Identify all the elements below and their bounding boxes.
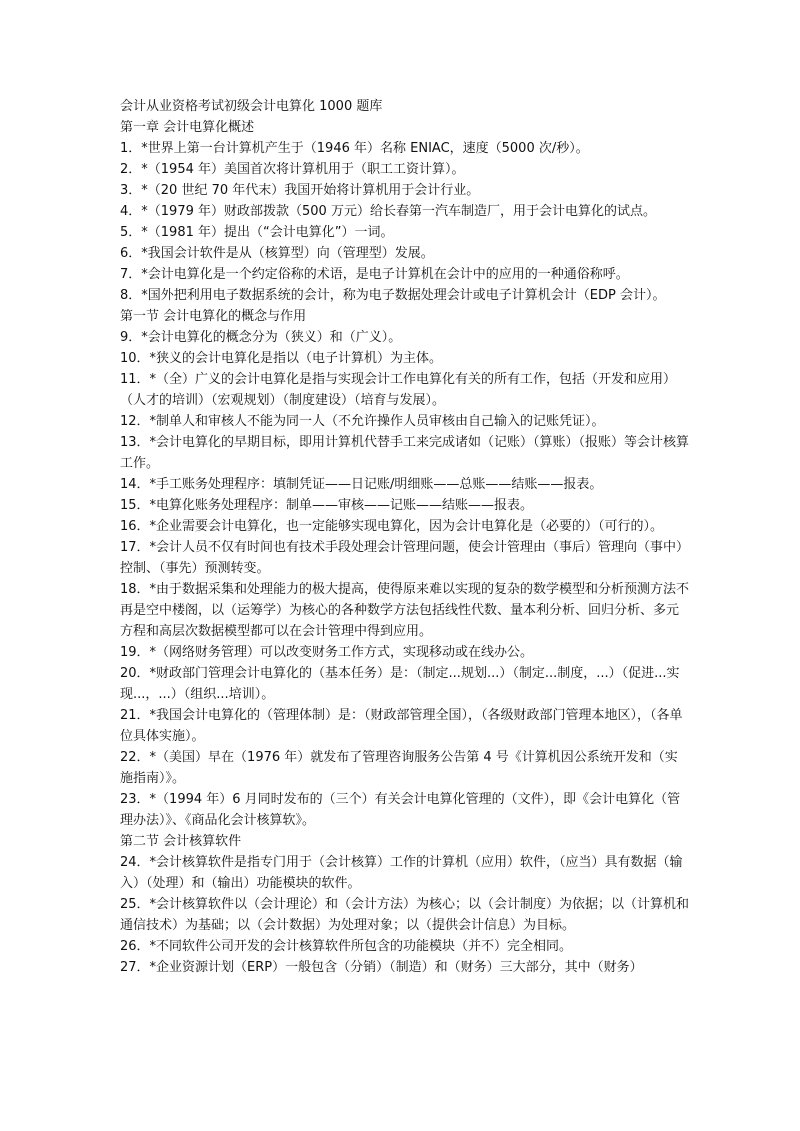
question-text: *会计核算软件以（会计理论）和（会计方法）为核心；以（会计制度）为依据；以（计算机和通信技术）为基础；以（会计数据）为处理对象；以（提供会计信息）为目标。: [120, 897, 690, 933]
question-text: *（1994 年）6 月同时发布的（三个）有关会计电算化管理的（文件），即《会计电算化（管理办法）》、《商品化会计核算软》。: [120, 792, 681, 828]
question-text: *会计核算软件是指专门用于（会计核算）工作的计算机（应用）软件，（应当）具有数据（输入）（处理）和（输出）功能模块的软件。: [120, 855, 683, 891]
section-heading-2: 第二节 会计核算软件: [120, 834, 242, 849]
question-number: 26．: [120, 939, 150, 954]
question-number: 24．: [120, 855, 150, 870]
question-item: [120, 894, 690, 936]
question-text: *财政部门管理会计电算化的（基本任务）是：（制定...规划...）（制定...制度，...）（促进...实现...，...）（组织...培训）。: [120, 666, 680, 702]
question-number: 22．: [120, 750, 150, 765]
question-item: [120, 285, 690, 306]
question-number: 3．: [120, 183, 142, 198]
question-item: [120, 369, 690, 411]
question-item: [120, 642, 690, 663]
question-number: 12．: [120, 414, 150, 429]
question-number: 14．: [120, 477, 150, 492]
question-number: 17．: [120, 540, 150, 555]
question-item: [120, 747, 690, 789]
question-text: *不同软件公司开发的会计核算软件所包含的功能模块（并不）完全相同。: [149, 939, 573, 954]
question-item: [120, 411, 690, 432]
question-list-chapter-intro: [120, 138, 690, 306]
question-item: [120, 663, 690, 705]
question-item: [120, 180, 690, 201]
chapter-heading: 第一章 会计电算化概述: [120, 120, 255, 135]
question-item: [120, 957, 690, 978]
question-item: [120, 579, 690, 642]
question-item: [120, 327, 690, 348]
question-text: *会计电算化的早期目标，即用计算机代替手工来完成诸如（记账）（算账）（报账）等会计核算工作。: [120, 435, 690, 471]
question-list-section-2: [120, 852, 690, 978]
question-number: 2．: [120, 162, 142, 177]
question-item: [120, 432, 690, 474]
question-number: 16．: [120, 519, 150, 534]
question-number: 8．: [120, 288, 142, 303]
question-number: 9．: [120, 330, 142, 345]
document-page: [120, 96, 690, 978]
question-text: *（1981 年）提出（“会计电算化”）一词。: [141, 225, 394, 240]
question-number: 20．: [120, 666, 150, 681]
question-number: 10．: [120, 351, 150, 366]
question-text: *会计人员不仅有时间也有技术手段处理会计管理问题，使会计管理由（事后）管理向（事中）控制、（事先）预测转变。: [120, 540, 690, 576]
question-text: *企业资源计划（ERP）一般包含（分销）（制造）和（财务）三大部分，其中（财务）: [149, 960, 643, 975]
question-number: 25．: [120, 897, 150, 912]
question-number: 18．: [120, 582, 150, 597]
question-item: [120, 264, 690, 285]
question-text: *手工账务处理程序：填制凭证——日记账/明细账——总账——结账——报表。: [149, 477, 603, 492]
question-item: [120, 495, 690, 516]
question-item: [120, 516, 690, 537]
question-text: *由于数据采集和处理能力的极大提高，使得原来难以实现的复杂的数学模型和分析预测方法不再是空中楼阁，以（运筹学）为核心的各种数学方法包括线性代数、量本利分析、回归分析、多元方程和高层次数据模型都可以在会计管理中得到应用。: [120, 582, 690, 639]
question-number: 19．: [120, 645, 150, 660]
question-number: 23．: [120, 792, 150, 807]
question-text: *我国会计软件是从（核算型）向（管理型）发展。: [141, 246, 434, 261]
question-item: [120, 201, 690, 222]
question-number: 21．: [120, 708, 150, 723]
question-text: *制单人和审核人不能为同一人（不允许操作人员审核由自己输入的记账凭证）。: [149, 414, 605, 429]
section-heading-1: 第一节 会计电算化的概念与作用: [120, 309, 307, 324]
question-item: [120, 705, 690, 747]
question-item: [120, 222, 690, 243]
question-number: 13．: [120, 435, 150, 450]
question-list-section-1: [120, 327, 690, 831]
question-text: *（全）广义的会计电算化是指与实现会计工作电算化有关的所有工作，包括（开发和应用）（人才的培训）（宏观规划）（制度建设）（培育与发展）。: [120, 372, 677, 408]
question-number: 1．: [120, 141, 142, 156]
question-text: *（20 世纪 70 年代末）我国开始将计算机用于会计行业。: [141, 183, 480, 198]
question-number: 15．: [120, 498, 150, 513]
question-item: [120, 474, 690, 495]
question-item: [120, 159, 690, 180]
question-number: 5．: [120, 225, 142, 240]
question-item: [120, 243, 690, 264]
question-text: *（美国）早在（1976 年）就发布了管理咨询服务公告第 4 号《计算机因公系统开发和（实施指南）》。: [120, 750, 678, 786]
question-item: [120, 852, 690, 894]
question-number: 6．: [120, 246, 142, 261]
question-item: [120, 537, 690, 579]
question-text: *狭义的会计电算化是指以（电子计算机）为主体。: [149, 351, 443, 366]
question-text: *（网络财务管理）可以改变财务工作方式，实现移动或在线办公。: [149, 645, 534, 660]
question-text: *会计电算化的概念分为（狭义）和（广义）。: [141, 330, 402, 345]
question-text: *企业需要会计电算化，也一定能够实现电算化，因为会计电算化是（必要的）（可行的）。: [149, 519, 664, 534]
question-text: *（1954 年）美国首次将计算机用于（职工工资计算）。: [141, 162, 465, 177]
question-number: 7．: [120, 267, 142, 282]
question-number: 27．: [120, 960, 150, 975]
question-item: [120, 348, 690, 369]
document-title: 会计从业资格考试初级会计电算化 1000 题库: [120, 99, 383, 114]
question-text: *（1979 年）财政部拨款（500 万元）给长春第一汽车制造厂，用于会计电算化的试点。: [141, 204, 656, 219]
question-item: [120, 789, 690, 831]
question-text: *我国会计电算化的（管理体制）是：（财政部管理全国），（各级财政部门管理本地区），（各单位具体实施）。: [120, 708, 683, 744]
question-text: *会计电算化是一个约定俗称的术语，是电子计算机在会计中的应用的一种通俗称呼。: [141, 267, 629, 282]
question-number: 4．: [120, 204, 142, 219]
question-text: *国外把利用电子数据系统的会计，称为电子数据处理会计或电子计算机会计（EDP 会计）。: [141, 288, 666, 303]
question-text: *电算化账务处理程序：制单——审核——记账——结账——报表。: [149, 498, 534, 513]
question-text: *世界上第一台计算机产生于（1946 年）名称 ENIAC，速度（5000 次/秒）。: [141, 141, 589, 156]
question-item: [120, 936, 690, 957]
question-item: [120, 138, 690, 159]
question-number: 11．: [120, 372, 150, 387]
